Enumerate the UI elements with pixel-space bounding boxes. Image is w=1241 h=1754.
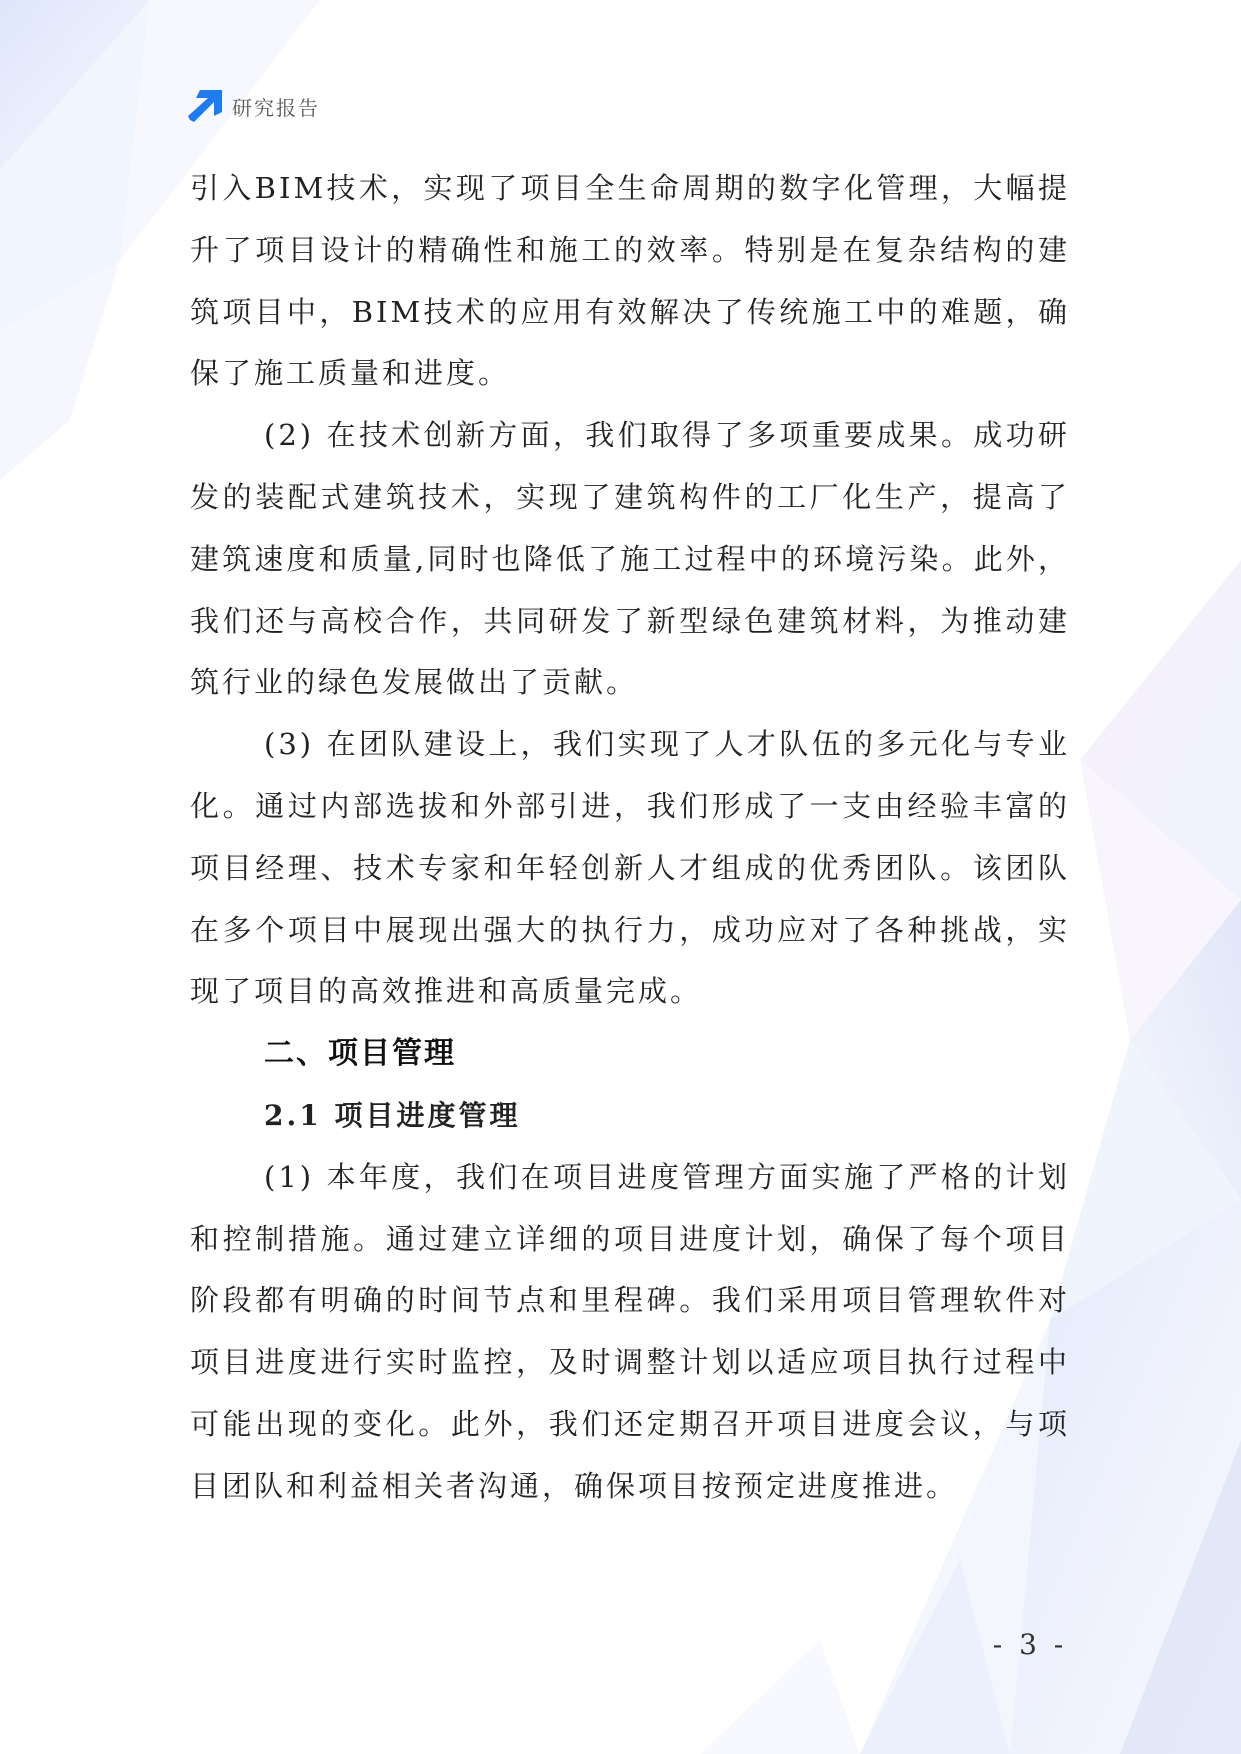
paragraph-team-building: (3) 在团队建设上，我们实现了人才队伍的多元化与专业化。通过内部选拔和外部引进，我们形成了一支由经验丰富的项目经理、技术专家和年轻创新人才组成的优秀团队。该团队在多个项目中展现出强大的执行力，成功应对了各种挑战，实现了项目的高效推进和高质量完成。 (190, 727, 1070, 1009)
subsection-heading: 2.1 项目进度管理 (264, 1098, 521, 1132)
paragraph-bim: 引入BIM技术，实现了项目全生命周期的数字化管理，大幅提升了项目设计的精确性和施工的效率。特别是在复杂结构的建筑项目中，BIM技术的应用有效解决了传统施工中的难题，确保了施工质量和进度。 (190, 171, 1070, 391)
arrow-up-right-icon (188, 90, 222, 122)
page-number: - 3 - (992, 1628, 1068, 1661)
paragraph-schedule-management: (1) 本年度，我们在项目进度管理方面实施了严格的计划和控制措施。通过建立详细的项目进度计划，确保了每个项目阶段都有明确的时间节点和里程碑。我们采用项目管理软件对项目进度进行实时监控，及时调整计划以适应项目执行过程中可能出现的变化。此外，我们还定期召开项目进度会议，与项目团队和利益相关者沟通，确保项目按预定进度推进。 (190, 1159, 1070, 1503)
paragraph-tech-innovation: (2) 在技术创新方面，我们取得了多项重要成果。成功研发的装配式建筑技术，实现了建筑构件的工厂化生产，提高了建筑速度和质量,同时也降低了施工过程中的环境污染。此外，我们还与高校合作，共同研发了新型绿色建筑材料，为推动建筑行业的绿色发展做出了贡献。 (190, 418, 1070, 700)
report-header (188, 88, 320, 124)
header-title: 研究报告 (232, 95, 320, 120)
document-body (190, 158, 1070, 1518)
section-heading: 二、项目管理 (264, 1036, 456, 1072)
